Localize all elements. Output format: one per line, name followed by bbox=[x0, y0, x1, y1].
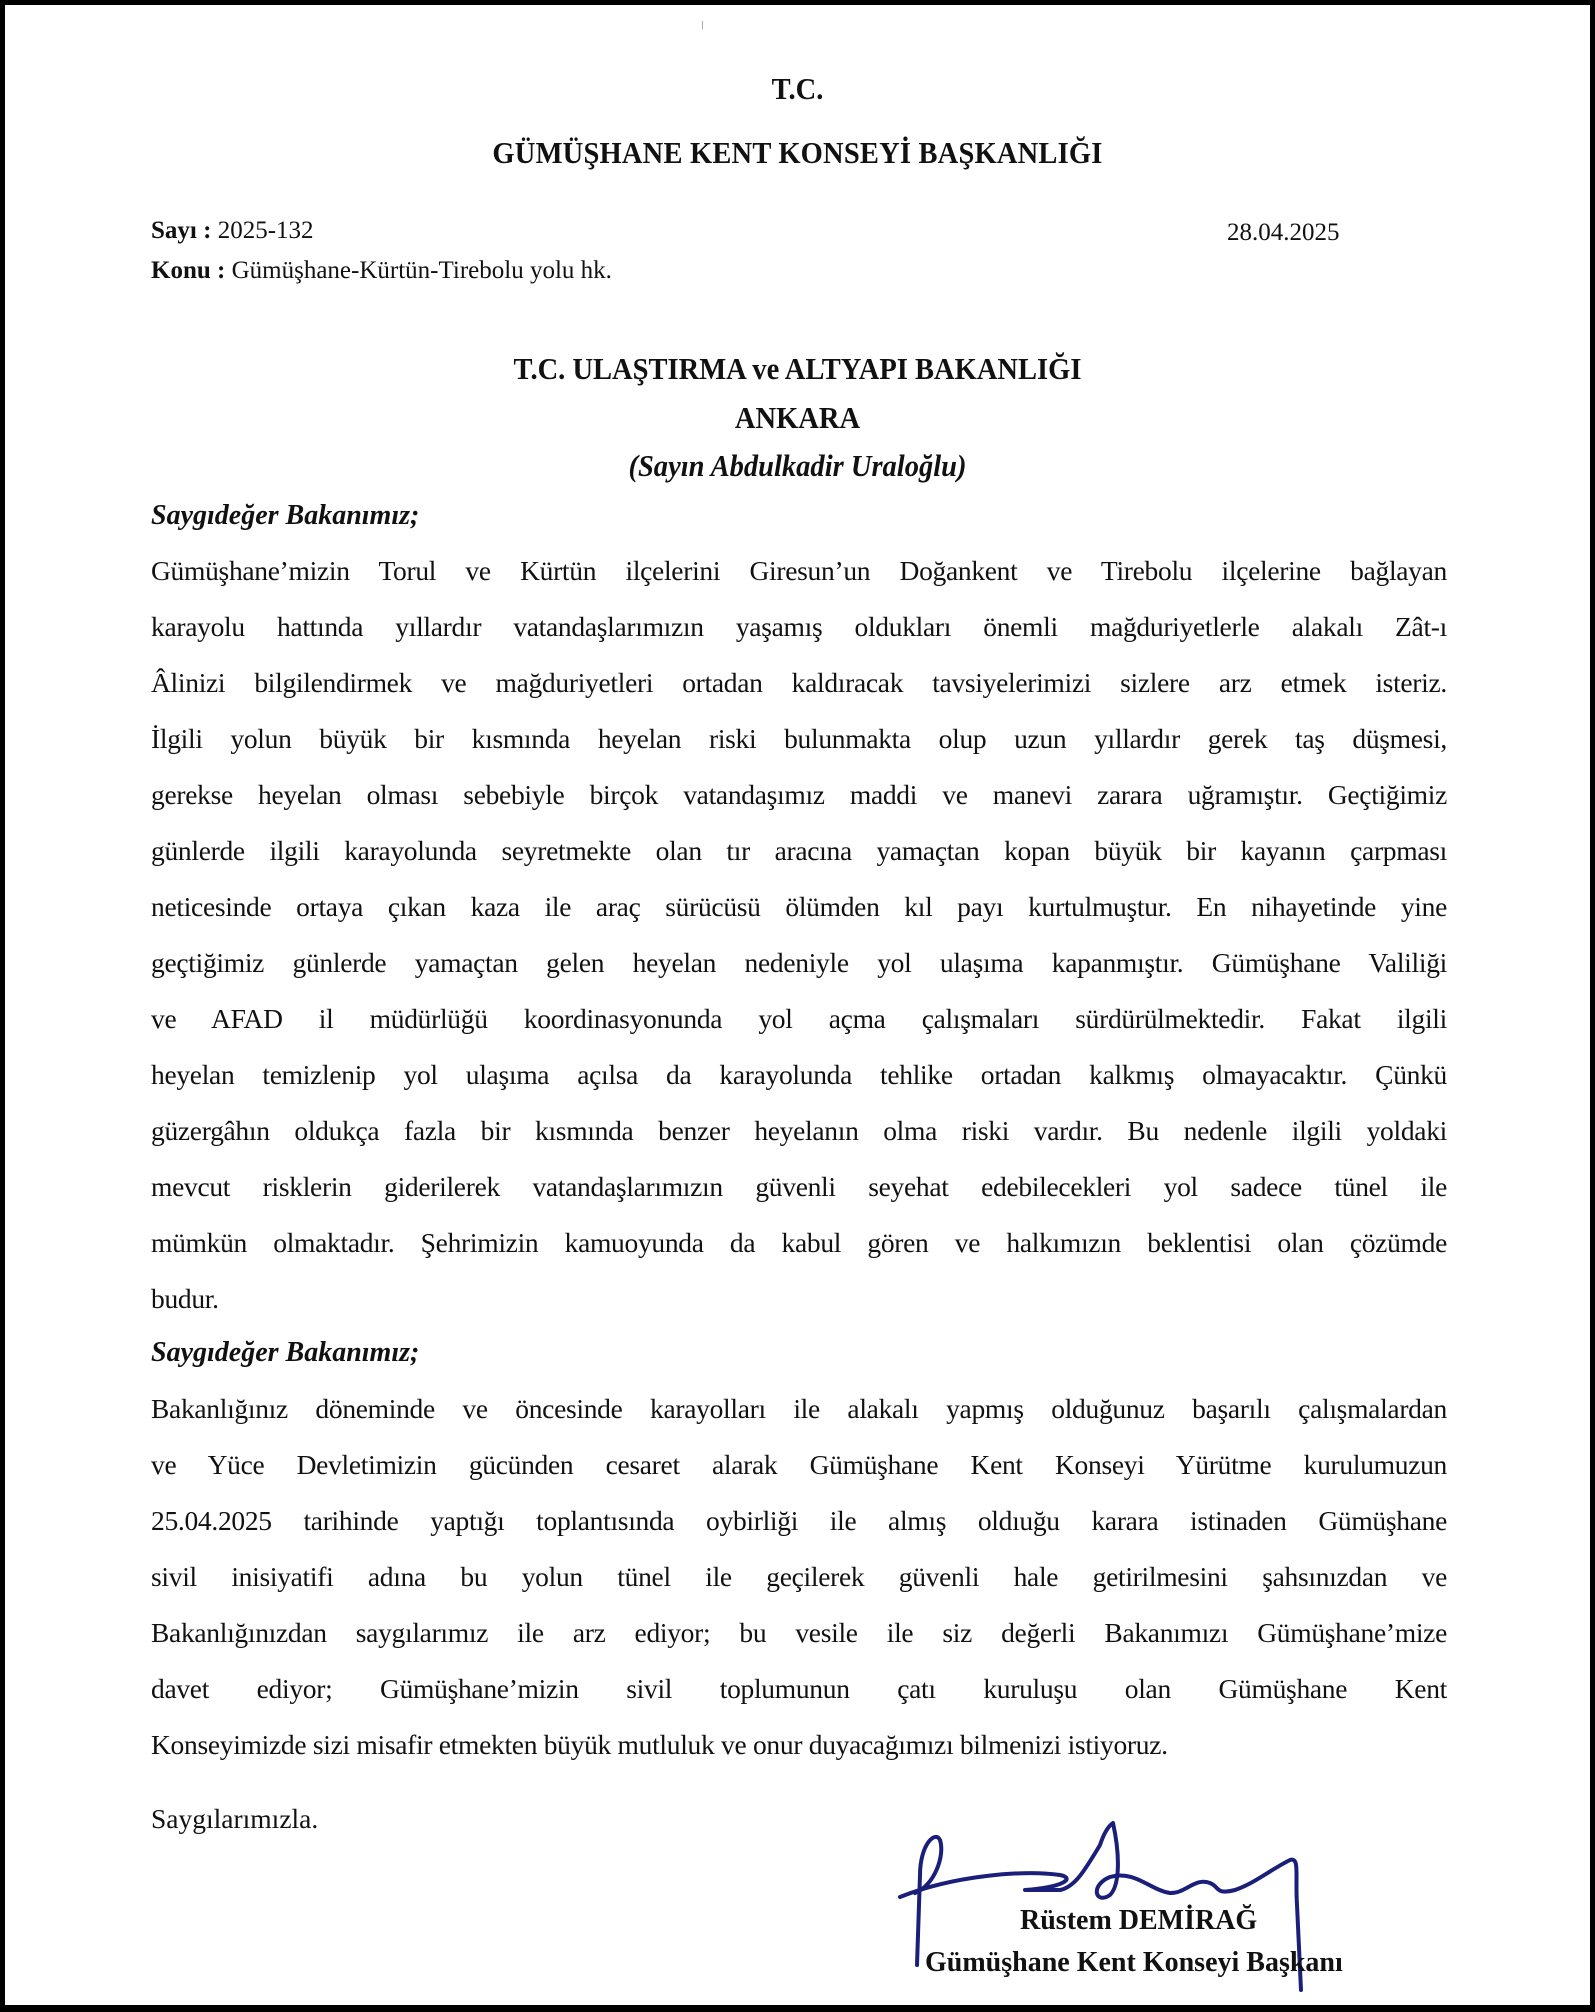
letterhead-organization: GÜMÜŞHANE KENT KONSEYİ BAŞKANLIĞI bbox=[492, 135, 1103, 170]
addressee-person: (Sayın Abdulkadir Uraloğlu) bbox=[628, 448, 967, 483]
letterhead-tc: T.C. bbox=[771, 71, 824, 106]
signer-title: Gümüşhane Kent Konseyi Başkanı bbox=[925, 1947, 1343, 1978]
body-line: davet ediyor; Gümüşhane’mizin sivil toplumunun çatı kuruluşu olan Gümüşhane Kent bbox=[151, 1673, 1447, 1704]
body-line: güzergâhın oldukça fazla bir kısmında benzer heyelanın olma riski vardır. Bu nedenle ilgili yoldaki bbox=[151, 1115, 1447, 1146]
subject bbox=[151, 257, 612, 285]
body-line: sivil inisiyatifi adına bu yolun tünel ile geçilerek güvenli hale getirilmesini şahsınızdan ve bbox=[151, 1561, 1447, 1592]
letter-page bbox=[5, 5, 1590, 2005]
body-line: ve Yüce Devletimizin gücünden cesaret alarak Gümüşhane Kent Konseyi Yürütme kurulumuzun bbox=[151, 1449, 1447, 1480]
body-line: budur. bbox=[151, 1283, 219, 1314]
body-line: Âlinizi bilgilendirmek ve mağduriyetleri ortadan kaldıracak tavsiyelerimizi sizlere arz etmek isteriz. bbox=[151, 667, 1447, 698]
body-line: Konseyimizde sizi misafir etmekten büyük mutluluk ve onur duyacağımızı bilmenizi istiyoruz. bbox=[151, 1729, 1168, 1760]
body-line: geçtiğimiz günlerde yamaçtan gelen heyelan nedeniyle yol ulaşıma kapanmıştır. Gümüşhane Valiliği bbox=[151, 947, 1447, 978]
body-line: neticesinde ortaya çıkan kaza ile araç sürücüsü ölümden kıl payı kurtulmuştur. En nihayetinde yine bbox=[151, 891, 1447, 922]
addressee-city: ANKARA bbox=[734, 400, 861, 435]
salutation-2: Saygıdeğer Bakanımız; bbox=[151, 1337, 420, 1368]
body-line: Bakanlığınız döneminde ve öncesinde karayolları ile alakalı yapmış olduğunuz başarılı çalışmalardan bbox=[151, 1393, 1447, 1424]
closing-remark: Saygılarımızla. bbox=[151, 1803, 319, 1834]
sayi-value: 2025-132 bbox=[217, 217, 314, 244]
body-line: Bakanlığınızdan saygılarımız ile arz ediyor; bu vesile ile siz değerli Bakanımızı Gümüşhane’mize bbox=[151, 1617, 1447, 1648]
body-line: karayolu hattında yıllardır vatandaşlarımızın yaşamış oldukları önemli mağduriyetlerle alakalı Zât-ı bbox=[151, 611, 1447, 642]
scan-mark bbox=[702, 21, 703, 29]
addressee-ministry: T.C. ULAŞTIRMA ve ALTYAPI BAKANLIĞI bbox=[513, 351, 1082, 386]
letter-date: 28.04.2025 bbox=[1227, 219, 1340, 246]
reference-number bbox=[151, 217, 314, 245]
body-line: heyelan temizlenip yol ulaşıma açılsa da karayolunda tehlike ortadan kalkmış olmayacaktır. Çünkü bbox=[151, 1059, 1447, 1090]
body-line: günlerde ilgili karayolunda seyretmekte olan tır aracına yamaçtan kopan büyük bir kayanın çarpması bbox=[151, 835, 1447, 866]
body-line: İlgili yolun büyük bir kısmında heyelan riski bulunmakta olup uzun yıllardır gerek taş düşmesi, bbox=[151, 723, 1447, 754]
body-line: 25.04.2025 tarihinde yaptığı toplantısında oybirliği ile almış oldıuğu karara istinaden Gümüşhane bbox=[151, 1505, 1447, 1536]
signer-name: Rüstem DEMİRAĞ bbox=[1020, 1905, 1258, 1936]
body-line: Gümüşhane’mizin Torul ve Kürtün ilçelerini Giresun’un Doğankent ve Tirebolu ilçelerine bağlayan bbox=[151, 555, 1447, 586]
body-line: mevcut risklerin giderilerek vatandaşlarımızın güvenli seyehat edebilecekleri yol sadece tünel ile bbox=[151, 1171, 1447, 1202]
body-line: ve AFAD il müdürlüğü koordinasyonunda yol açma çalışmaları sürdürülmektedir. Fakat ilgili bbox=[151, 1003, 1447, 1034]
salutation-1: Saygıdeğer Bakanımız; bbox=[151, 500, 420, 531]
konu-value: Gümüşhane-Kürtün-Tirebolu yolu hk. bbox=[231, 257, 612, 284]
konu-label: Konu : bbox=[151, 257, 226, 284]
body-line: mümkün olmaktadır. Şehrimizin kamuoyunda da kabul gören ve halkımızın beklentisi olan çözümde bbox=[151, 1227, 1447, 1258]
sayi-label: Sayı : bbox=[151, 217, 212, 244]
body-line: gerekse heyelan olması sebebiyle birçok vatandaşımız maddi ve manevi zarara uğramıştır. Geçtiğimiz bbox=[151, 779, 1447, 810]
